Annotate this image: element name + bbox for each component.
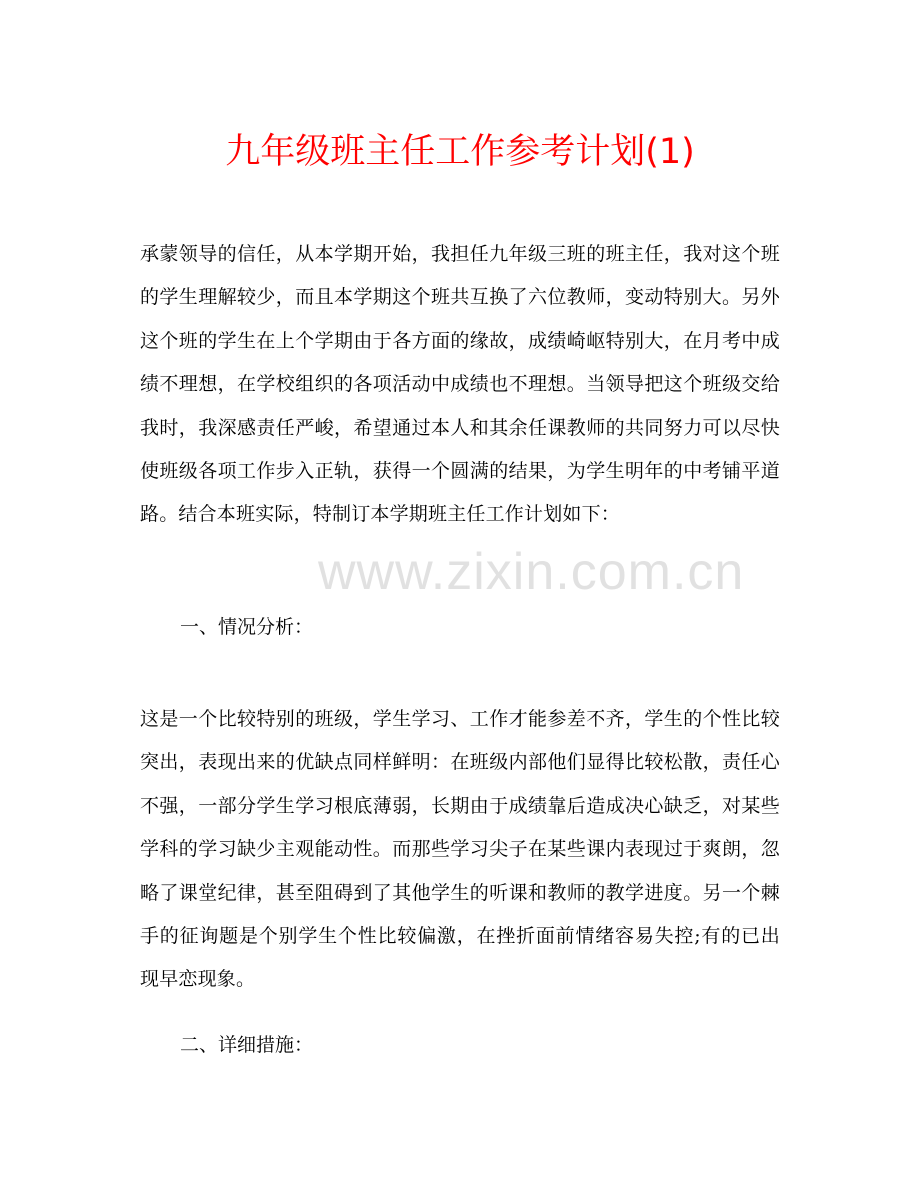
document-title: 九年级班主任工作参考计划(1) xyxy=(225,132,695,172)
intro-paragraph: 承蒙领导的信任，从本学期开始，我担任九年级三班的班主任，我对这个班的学生理解较少，而且本学期这个班共互换了六位教师，变动特别大。另外这个班的学生在上个学期由于各方面的缘故，成绩崎岖特别大，在月考中成绩不理想，在学校组织的各项活动中成绩也不理想。当领导把这个班级交给我时，我深感责任严峻，希望通过本人和其余任课教师的共同努力可以尽快使班级各项工作步入正轨，获得一个圆满的结果，为学生明年的中考铺平道路。结合本班实际，特制订本学期班主任工作计划如下： xyxy=(140,243,780,526)
section-heading-situation-analysis: 一、情况分析： xyxy=(180,616,314,638)
watermark-text: www.zixin.com.cn xyxy=(318,543,745,601)
section-heading-detailed-measures: 二、详细措施： xyxy=(180,1034,314,1056)
situation-analysis-paragraph: 这是一个比较特别的班级，学生学习、工作才能参差不齐，学生的个性比较突出，表现出来的优缺点同样鲜明：在班级内部他们显得比较松散，责任心不强，一部分学生学习根底薄弱，长期由于成绩靠后造成决心缺乏，对某些学科的学习缺少主观能动性。而那些学习尖子在某些课内表现过于爽朗，忽略了课堂纪律，甚至阻碍到了其他学生的听课和教师的教学进度。另一个棘手的征询题是个别学生个性比较偏激，在挫折面前情绪容易失控;有的已出现早恋现象。 xyxy=(140,708,780,991)
